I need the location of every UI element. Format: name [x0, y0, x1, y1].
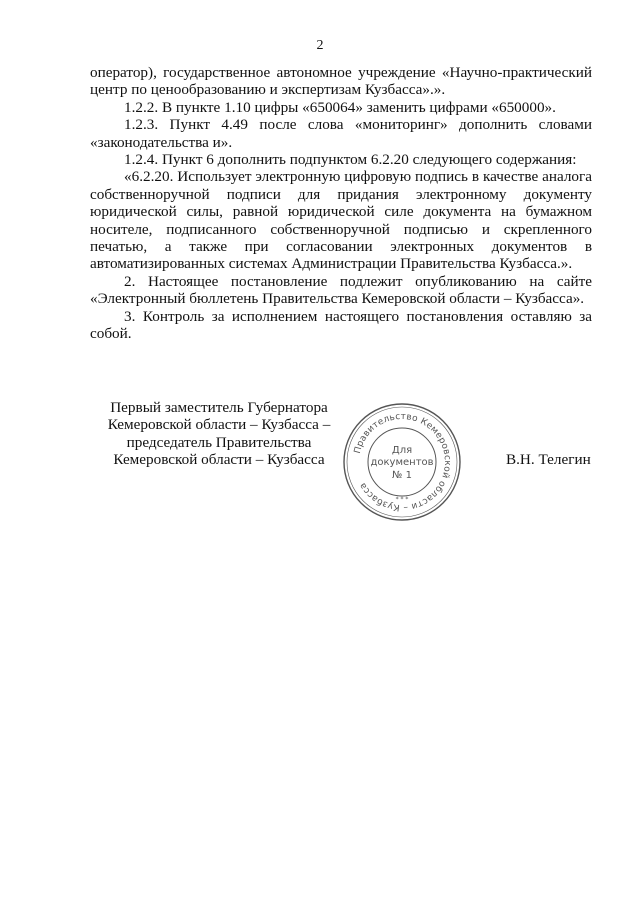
signer-title-line: председатель Правительства — [126, 433, 312, 451]
seal-ring-text: Правительство Кемеровской области – Кузбасса — [352, 411, 453, 513]
paragraph-6-2-20: «6.2.20. Использует электронную цифровую подпись в качестве аналога собственноручной подписи для придания электронному документу юридической силы, равной юридической силе документа на бумажном носителе, подписанного собственноручной подписью и скрепленного печатью, а также при согласовании электронных документов в автоматизированных системах Администрации Правительства Кузбасса.». — [90, 168, 592, 273]
signer-name: В.Н. Телегин — [506, 451, 591, 468]
signer-title-line: Кемеровской области – Кузбасса – — [107, 416, 331, 434]
seal-center-line: Для — [391, 445, 413, 456]
seal-center-line: № 1 — [392, 470, 412, 481]
paragraph-continuation: оператор), государственное автономное учреждение «Научно-практический центр по ценообразованию и экспертизам Кузбасса».». — [90, 64, 592, 99]
seal-stars: * * * — [395, 496, 409, 503]
paragraph-1-2-2: 1.2.2. В пункте 1.10 цифры «650064» заменить цифрами «650000». — [124, 98, 556, 116]
official-seal — [341, 401, 463, 523]
seal-center-line: документов — [370, 457, 434, 468]
signature-block — [100, 399, 338, 469]
paragraph-1-2-4: 1.2.4. Пункт 6 дополнить подпунктом 6.2.20 следующего содержания: — [124, 151, 577, 169]
paragraph-3: 3. Контроль за исполнением настоящего постановления оставляю за собой. — [90, 307, 592, 343]
document-body — [90, 64, 592, 343]
page-number: 2 — [316, 38, 324, 53]
signer-title-line: Первый заместитель Губернатора — [110, 399, 328, 416]
paragraph-1-2-3: 1.2.3. Пункт 4.49 после слова «мониторинг» дополнить словами «законодательства и». — [90, 116, 592, 151]
paragraph-2: 2. Настоящее постановление подлежит опубликованию на сайте «Электронный бюллетень Правительства Кемеровской области – Кузбасса». — [90, 272, 592, 308]
signer-title-line: Кемеровской области – Кузбасса — [113, 451, 325, 469]
